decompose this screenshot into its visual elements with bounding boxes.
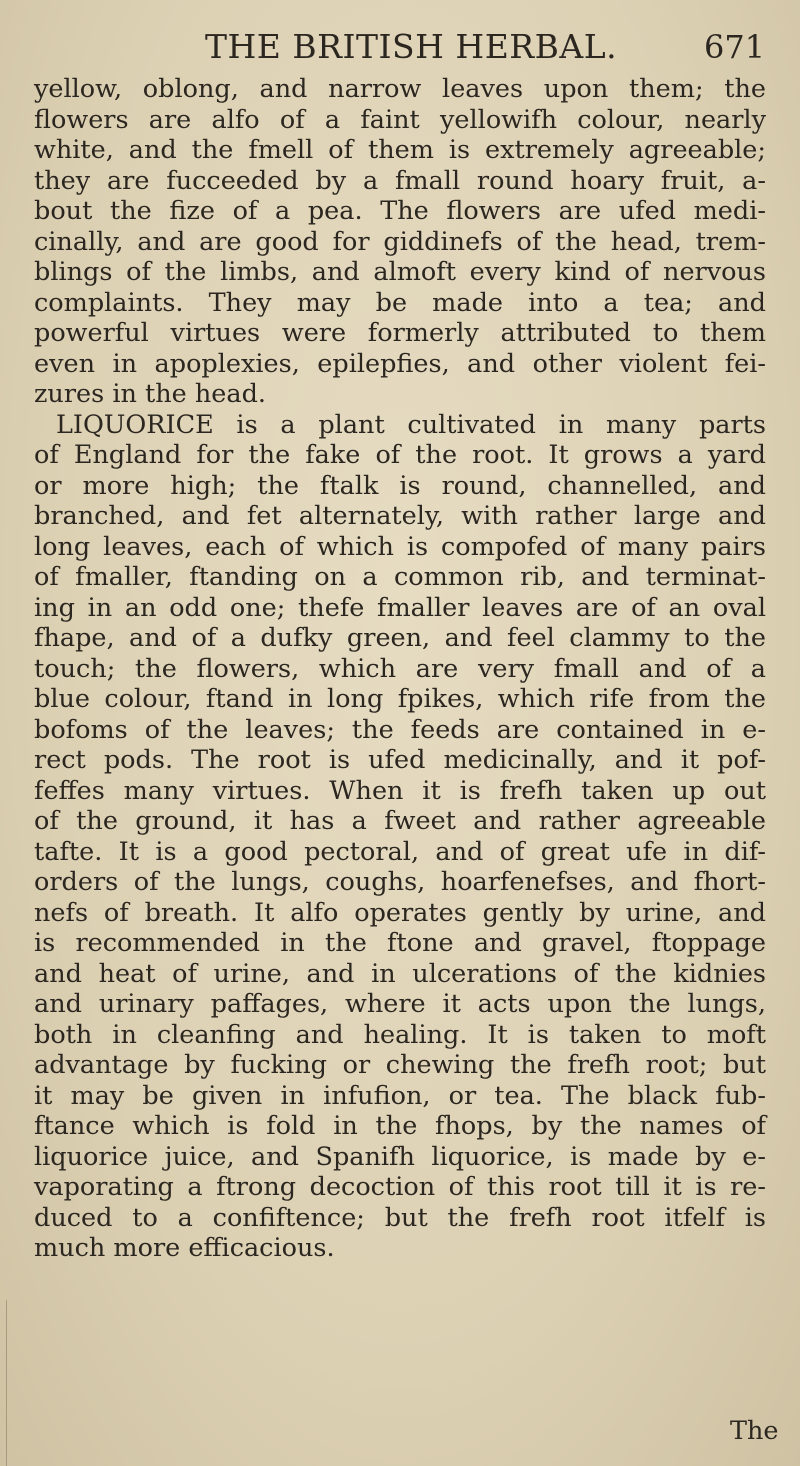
text-line: cinally, and are good for giddinefs of the head, trem- [34,226,766,257]
text-line: duced to a confiftence; but the frefh root itfelf is [34,1202,766,1233]
text-line: vaporating a ftrong decoction of this root till it is re- [34,1172,766,1202]
text-line: is recommended in the ftone and gravel, ftoppage [34,928,766,958]
text-line: of the ground, it has a fweet and rather agreeable [34,806,766,836]
text-line: bofoms of the leaves; the feeds are contained in e- [34,714,766,745]
text-line: complaints. They may be made into a tea; and [34,287,766,318]
running-head [0,22,800,72]
text-line: nefs of breath. It alfo operates gently by urine, and [34,897,766,928]
text-line: or more high; the ftalk is round, channelled, and [34,470,766,501]
text-line: ftance which is fold in the fhops, by the names of [34,1111,766,1141]
text-line: feffes many virtues. When it is frefh taken up out [34,775,766,806]
text-line: long leaves, each of which is compofed of many pairs [34,531,766,562]
text-line-paragraph-start: LIQUORICE is a plant cultivated in many parts [56,409,766,440]
text-line: zures in the head. [34,379,267,409]
text-line: yellow, oblong, and narrow leaves upon them; the [34,74,766,104]
catchword: The [730,1416,779,1446]
text-line: bout the fize of a pea. The flowers are ufed medi- [34,196,766,226]
text-line: rect pods. The root is ufed medicinally, and it pof- [34,745,766,775]
text-line: ing in an odd one; thefe fmaller leaves are of an oval [34,592,766,623]
text-line: it may be given in infufion, or tea. The black fub- [34,1080,766,1111]
running-title: THE BRITISH HERBAL. [205,27,618,66]
body-text [34,74,766,1264]
text-line: tafte. It is a good pectoral, and of great ufe in dif- [34,836,766,867]
text-line: blue colour, ftand in long fpikes, which rife from the [34,684,766,714]
page-number: 671 [704,28,766,66]
text-line: they are fucceeded by a fmall round hoary fruit, a- [34,165,766,196]
text-line: advantage by fucking or chewing the frefh root; but [34,1050,766,1080]
page-edge-rule [6,1300,7,1466]
text-line: of England for the fake of the root. It grows a yard [34,440,766,470]
text-line: much more efficacious. [34,1233,335,1263]
text-line: fhape, and of a dufky green, and feel clammy to the [34,623,766,653]
text-line: of fmaller, ftanding on a common rib, and terminat- [34,562,766,592]
text-line: flowers are alfo of a faint yellowifh colour, nearly [34,104,766,135]
text-line: and urinary paffages, where it acts upon the lungs, [34,989,766,1019]
text-line: powerful virtues were formerly attributed to them [34,318,766,348]
text-line: both in cleanfing and healing. It is taken to moft [34,1019,766,1050]
text-line: and heat of urine, and in ulcerations of the kidnies [34,958,766,989]
text-line: blings of the limbs, and almoft every kind of nervous [34,257,766,287]
text-line: white, and the fmell of them is extremely agreeable; [34,135,766,165]
text-line: touch; the flowers, which are very fmall and of a [34,653,766,684]
text-line: liquorice juice, and Spanifh liquorice, is made by e- [34,1141,766,1172]
text-line: even in apoplexies, epilepfies, and other violent fei- [34,348,766,379]
text-line: branched, and fet alternately, with rather large and [34,501,766,531]
text-line: orders of the lungs, coughs, hoarfenefses, and fhort- [34,867,766,897]
